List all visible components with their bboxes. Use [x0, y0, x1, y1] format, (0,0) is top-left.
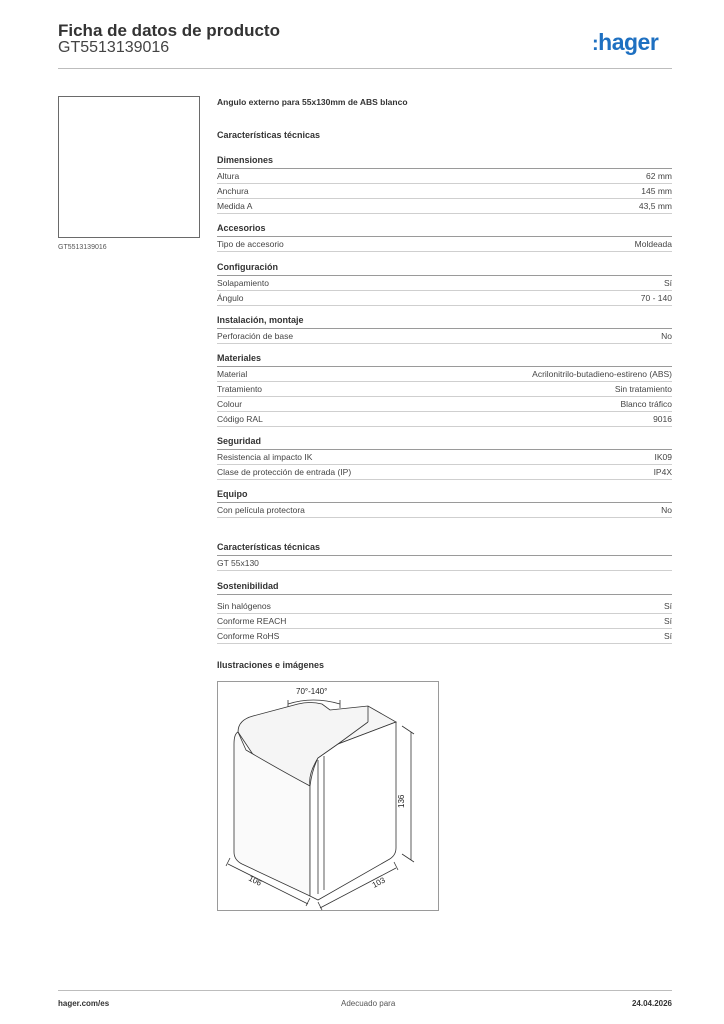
spec-label: Conforme RoHS	[217, 631, 280, 641]
dim-right-ext-1	[318, 902, 322, 910]
spec-value: Sí	[663, 616, 672, 626]
spec-row-medida-a	[217, 199, 672, 214]
spec-row-angulo	[217, 291, 672, 306]
section-equipo: Equipo	[217, 489, 672, 503]
spec-value: Blanco tráfico	[620, 399, 672, 409]
spec-label: Medida A	[217, 201, 253, 211]
spec-label: Conforme REACH	[217, 616, 287, 626]
spec-label: Resistencia al impacto IK	[217, 452, 313, 462]
spec-row-rohs	[217, 629, 672, 644]
spec-label: Ángulo	[217, 293, 244, 303]
section-heading-caracteristicas: Características técnicas	[217, 130, 321, 140]
thumbnail-caption: GT5513139016	[58, 244, 107, 251]
logo-text: hager	[598, 29, 659, 55]
section-ilustraciones: Ilustraciones e imágenes	[217, 660, 325, 670]
spec-row-colour	[217, 397, 672, 412]
spec-value: Sin tratamiento	[614, 384, 672, 394]
spec-row-solapamiento	[217, 276, 672, 291]
spec-value: IK09	[654, 452, 672, 462]
corner-drawing	[218, 682, 440, 912]
section-seguridad: Seguridad	[217, 436, 672, 450]
spec-value: 43,5 mm	[638, 201, 672, 211]
section-instalacion: Instalación, montaje	[217, 315, 672, 329]
header-divider	[58, 68, 672, 69]
dim-right-label: 103	[370, 875, 387, 890]
footer-website-link[interactable]: hager.com/es	[58, 999, 110, 1008]
dim-height-ext-bottom	[402, 854, 414, 862]
spec-row-codigo-ral	[217, 412, 672, 427]
section-accesorios: Accesorios	[217, 223, 672, 237]
spec-value: Sí	[663, 278, 672, 288]
spec-label: Perforación de base	[217, 331, 294, 341]
product-title: Angulo externo para 55x130mm de ABS blanco	[217, 97, 408, 107]
spec-row-perforacion	[217, 329, 672, 344]
dim-left-ext-2	[306, 898, 310, 906]
spec-label: Altura	[217, 171, 240, 181]
section-materiales: Materiales	[217, 353, 672, 367]
spec-row-altura	[217, 169, 672, 184]
spec-row-sin-halogenos	[217, 599, 672, 614]
spec-value: 62 mm	[646, 171, 672, 181]
spec-row-gt-55x130	[217, 556, 672, 571]
footer-center-text: Adecuado para	[341, 999, 396, 1008]
spec-label: Anchura	[217, 186, 249, 196]
spec-label: Con película protectora	[217, 505, 305, 515]
section-caracteristicas-2: Características técnicas	[217, 542, 672, 556]
spec-label: Sin halógenos	[217, 601, 271, 611]
dim-left-label: 106	[247, 873, 264, 888]
dim-height-label: 136	[397, 794, 406, 808]
section-sostenibilidad: Sostenibilidad	[217, 581, 672, 595]
logo-colon: :	[592, 33, 599, 55]
spec-value: Moldeada	[634, 239, 672, 249]
spec-label: Tratamiento	[217, 384, 263, 394]
spec-label: Colour	[217, 399, 243, 409]
spec-row-proteccion-ip	[217, 465, 672, 480]
spec-value: No	[661, 331, 672, 341]
spec-value: IP4X	[653, 467, 672, 477]
section-configuracion: Configuración	[217, 262, 672, 276]
spec-row-material	[217, 367, 672, 382]
spec-label: Solapamiento	[217, 278, 269, 288]
spec-value: Acrilonitrilo-butadieno-estireno (ABS)	[532, 369, 672, 379]
footer-date: 24.04.2026	[631, 999, 672, 1008]
spec-label: Tipo de accesorio	[217, 239, 284, 249]
spec-label: Código RAL	[217, 414, 263, 424]
product-code: GT5513139016	[58, 39, 170, 56]
spec-row-reach	[217, 614, 672, 629]
product-illustration	[217, 681, 439, 911]
spec-label: Clase de protección de entrada (IP)	[217, 467, 352, 477]
spec-row-tratamiento	[217, 382, 672, 397]
section-dimensiones: Dimensiones	[217, 155, 672, 169]
dim-height-ext-top	[402, 726, 414, 734]
spec-row-impacto-ik	[217, 450, 672, 465]
page-title: Ficha de datos de producto	[58, 21, 280, 40]
spec-value: Sí	[663, 601, 672, 611]
hager-logo	[592, 29, 658, 56]
spec-value: 9016	[653, 414, 672, 424]
spec-label: Material	[217, 369, 248, 379]
spec-value: No	[661, 505, 672, 515]
spec-value: 70 - 140	[640, 293, 672, 303]
spec-label: GT 55x130	[217, 558, 259, 568]
product-thumbnail	[58, 96, 200, 238]
spec-row-anchura	[217, 184, 672, 199]
spec-row-tipo-accesorio	[217, 237, 672, 252]
spec-row-pelicula	[217, 503, 672, 518]
footer-divider	[58, 990, 672, 991]
spec-value: 145 mm	[641, 186, 672, 196]
spec-value: Sí	[663, 631, 672, 641]
angle-label: 70°-140°	[296, 687, 328, 696]
